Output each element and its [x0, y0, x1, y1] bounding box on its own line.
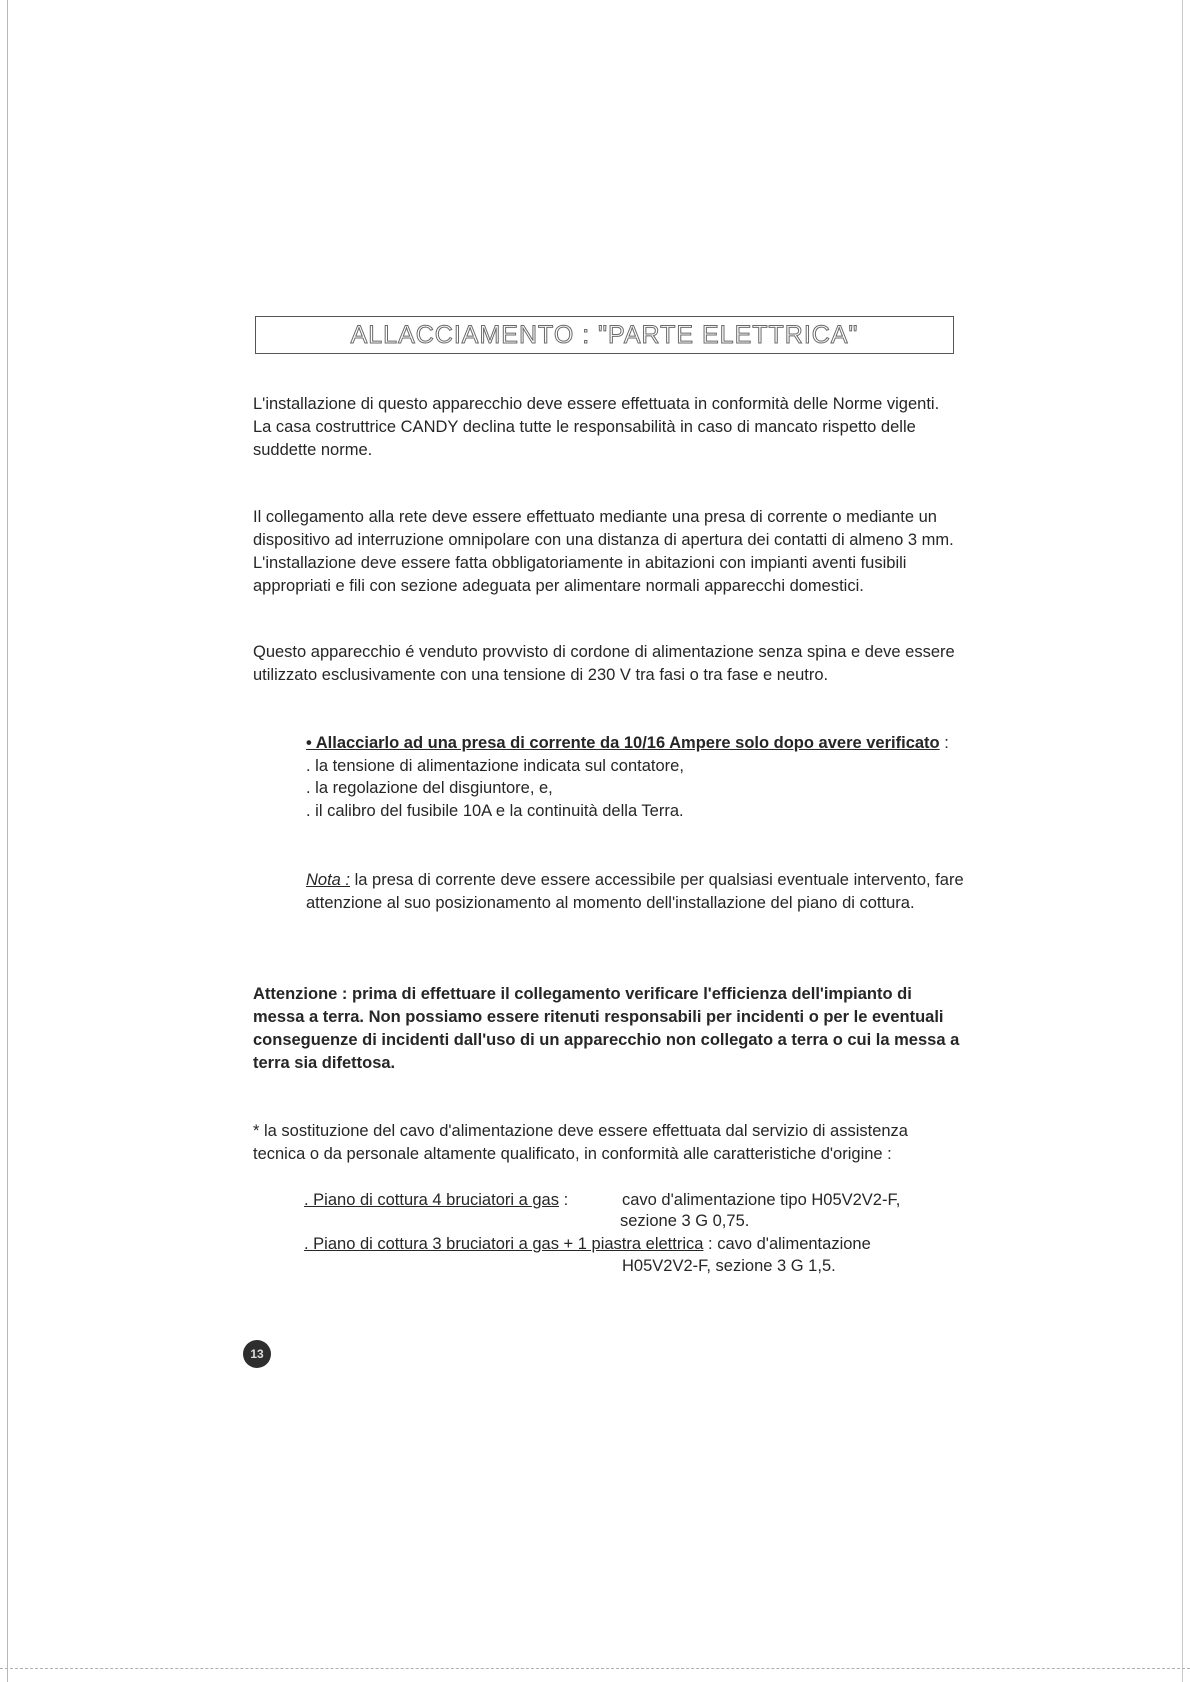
spec1-label: . Piano di cottura 4 bruciatori a gas [304, 1191, 559, 1209]
spec2-value-line2: H05V2V2-F, sezione 3 G 1,5. [622, 1257, 836, 1275]
note-line [306, 869, 966, 914]
paragraph-voltage [253, 641, 963, 687]
note-block [306, 869, 966, 914]
installation-requirements: L'installazione deve essere fatta obbligatoriamente in abitazioni con impianti aventi fusibili appropriati e fili con sezione adeguata per alimentare normali apparecchi domestici. [253, 554, 907, 595]
spec1-value-line2: sezione 3 G 0,75. [620, 1212, 750, 1230]
page-number-badge: 13 [243, 1340, 271, 1368]
connection-text: Il collegamento alla rete deve essere effettuato mediante una presa di corrente o mediante un dispositivo ad interruzione omnipolare con una distanza di apertura dei contatti di almeno 3 mm. [253, 508, 954, 549]
page-edge-bottom [0, 1668, 1190, 1670]
norms-text: L'installazione di questo apparecchio deve essere effettuata in conformità delle Norme vigenti. [253, 395, 940, 413]
spec2-separator: : cavo d'alimentazione [703, 1235, 871, 1253]
checklist-item: . il calibro del fusibile 10A e la continuità della Terra. [306, 801, 684, 820]
page-edge-left [7, 0, 8, 1682]
spec1-value-line1: cavo d'alimentazione tipo H05V2V2-F, [622, 1191, 901, 1209]
section-title: ALLACCIAMENTO : "PARTE ELETTRICA" [255, 316, 954, 354]
spec-row-4-burners [304, 1189, 568, 1211]
checklist-item: . la tensione di alimentazione indicata sul contatore, [306, 756, 684, 775]
paragraph-norms [253, 393, 963, 462]
spec-row-3-burners [304, 1233, 871, 1255]
spec2-label: . Piano di cottura 3 bruciatori a gas + 1 piastra elettrica [304, 1235, 704, 1253]
checklist-heading-suffix: : [939, 734, 949, 752]
checklist-item: . la regolazione del disgiuntore, e, [306, 779, 553, 797]
grounding-warning: Attenzione : prima di effettuare il collegamento verificare l'efficienza dell'impianto di messa a terra. Non possiamo essere ritenuti responsabili per incidenti o per le eventuali conseguenze di incidenti dall'uso di un apparecchio non collegato a terra o cui la messa a terra sia difettosa. [253, 985, 960, 1072]
checklist-heading: • Allacciarlo ad una presa di corrente da 10/16 Ampere solo dopo avere verificato [306, 734, 940, 752]
connection-checklist [306, 732, 966, 822]
voltage-text: Questo apparecchio é venduto provvisto di cordone di alimentazione senza spina e deve essere utilizzato esclusivamente con una tensione di 230 V tra fasi o tra fase e neutro. [253, 643, 955, 684]
checklist-heading-line [306, 732, 966, 755]
note-text: la presa di corrente deve essere accessibile per qualsiasi eventuale intervento, fare attenzione al suo posizionamento al momento dell'installazione del piano di cottura. [306, 871, 964, 912]
paragraph-connection [253, 506, 963, 598]
manufacturer-disclaimer: La casa costruttrice CANDY declina tutte le responsabilità in caso di mancato rispetto delle suddette norme. [253, 418, 916, 459]
spec1-separator: : [558, 1191, 569, 1209]
note-label: Nota : [306, 871, 351, 889]
page-edge-right [1182, 0, 1183, 1682]
cable-replacement-text: * la sostituzione del cavo d'alimentazione deve essere effettuata dal servizio di assistenza tecnica o da personale altamente qualificato, in conformità alle caratteristiche d'origine : [253, 1122, 908, 1163]
